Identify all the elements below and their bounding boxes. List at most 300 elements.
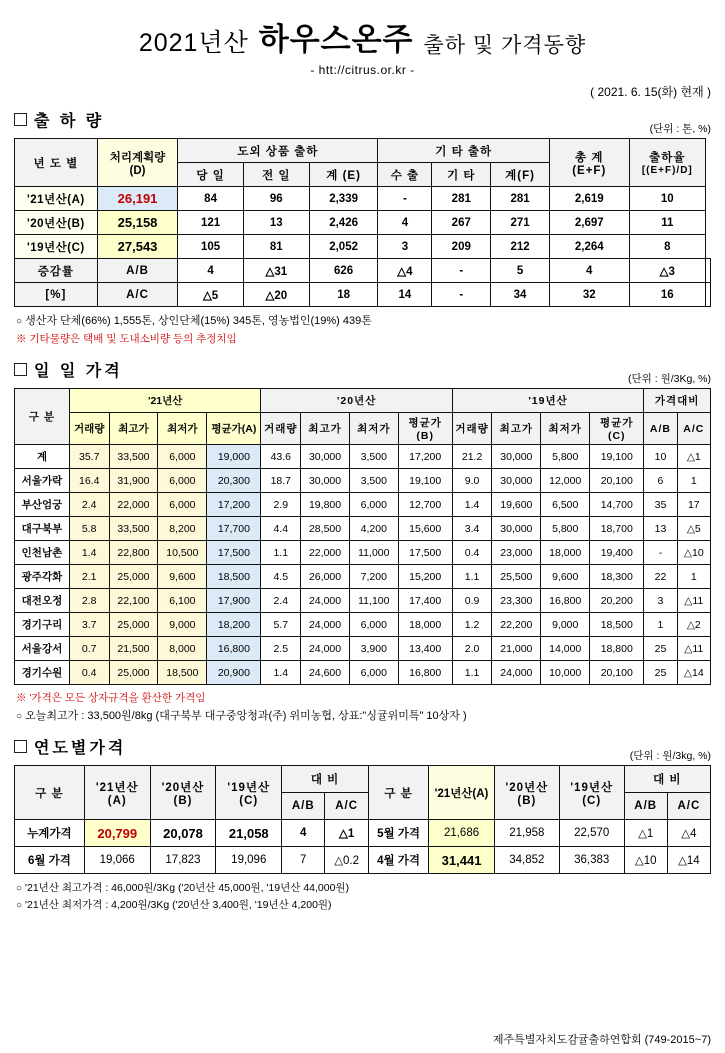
price-row-name: 부산엄궁 xyxy=(15,493,70,517)
square-bullet-icon xyxy=(14,740,27,753)
price-ac: 1 xyxy=(677,469,710,493)
cell-plan-21: 26,191 xyxy=(97,187,178,211)
price-avg-21: 17,500 xyxy=(207,541,261,565)
th-low-21: 최저가 xyxy=(158,413,207,445)
table-row xyxy=(15,211,711,235)
yearly-footnote-1-text: '21년산 최고가격 : 46,000원/3Kg ('20년산 45,000원, '19년산 44,000원) xyxy=(24,882,350,894)
shipment-unit-note: (단위 : 톤, %) xyxy=(649,123,711,135)
price-low-21: 8,000 xyxy=(158,637,207,661)
cell-prev-21: 96 xyxy=(243,187,309,211)
table-row xyxy=(15,661,711,685)
cell-etc-21: 281 xyxy=(432,187,491,211)
price-low-20: 6,000 xyxy=(349,493,398,517)
th-high-20: 최고가 xyxy=(301,413,350,445)
diff-sub-ab: A/B xyxy=(97,259,178,283)
price-ac: △11 xyxy=(677,637,710,661)
section-shipment-title: 출 하 량 xyxy=(34,113,105,130)
price-low-20: 3,500 xyxy=(349,469,398,493)
cell-export-20: 4 xyxy=(378,211,432,235)
th-ac: A/C xyxy=(677,413,710,445)
price-row-name: 대구북부 xyxy=(15,517,70,541)
yearly-ab-left: 7 xyxy=(282,847,325,874)
price-high-21: 31,900 xyxy=(109,469,158,493)
price-high-21: 22,000 xyxy=(109,493,158,517)
footer-organization: 제주특별자치도감귤출하연합회 (749-2015~7) xyxy=(492,1034,711,1046)
diff-plan-ab: 4 xyxy=(178,259,244,283)
price-deal-20: 18.7 xyxy=(261,469,301,493)
price-ac: △14 xyxy=(677,661,710,685)
shipment-note-2: ※ 기타물량은 택배 및 도내소비량 등의 추정치임 xyxy=(16,333,237,345)
price-deal-20: 43.6 xyxy=(261,445,301,469)
cell-export-19: 3 xyxy=(378,235,432,259)
price-high-20: 24,000 xyxy=(301,613,350,637)
th-avg-c: 평균가(C) xyxy=(590,413,644,445)
price-ab: 10 xyxy=(644,445,677,469)
price-low-20: 3,500 xyxy=(349,445,398,469)
daily-price-note-2 xyxy=(16,707,725,723)
th-avg-a: 평균가(A) xyxy=(207,413,261,445)
section-daily-price-title: 일 일 가격 xyxy=(34,363,123,380)
price-deal-20: 5.7 xyxy=(261,613,301,637)
th-today: 당 일 xyxy=(178,163,244,187)
price-deal-19: 0.4 xyxy=(452,541,492,565)
price-high-19: 30,000 xyxy=(492,469,541,493)
price-deal-20: 4.4 xyxy=(261,517,301,541)
th-high-19: 최고가 xyxy=(492,413,541,445)
th-y21-right: '21년산(A) xyxy=(429,766,495,820)
diff-sumf-ab: 4 xyxy=(549,259,629,283)
th-sum-f: 계(F) xyxy=(491,163,550,187)
th-year: 년 도 별 xyxy=(15,139,98,187)
table-row xyxy=(15,820,711,847)
price-ab: 22 xyxy=(644,565,677,589)
yearly-y20-right: 21,958 xyxy=(494,820,559,847)
daily-price-note-2-text: 오늘최고가 : 33,500원/8kg (대구북부 대구중앙청과(주) 위미농협, 상표:"싱귤위미특" 10상자 ) xyxy=(25,710,467,722)
th-other: 기 타 출하 xyxy=(378,139,549,163)
price-low-21: 6,000 xyxy=(158,469,207,493)
price-row-name: 광주각화 xyxy=(15,565,70,589)
price-high-20: 24,000 xyxy=(301,589,350,613)
price-low-19: 9,000 xyxy=(541,613,590,637)
price-high-21: 22,800 xyxy=(109,541,158,565)
price-avg-21: 19,000 xyxy=(207,445,261,469)
price-low-19: 12,000 xyxy=(541,469,590,493)
price-ab: 25 xyxy=(644,637,677,661)
price-deal-21: 0.7 xyxy=(69,637,109,661)
daily-price-table xyxy=(14,388,711,685)
price-ac: 1 xyxy=(677,565,710,589)
circle-bullet-icon: ○ xyxy=(16,899,23,911)
price-deal-20: 2.5 xyxy=(261,637,301,661)
price-ac: △11 xyxy=(677,589,710,613)
th-ac-left: A/C xyxy=(325,793,369,820)
th-sum-e: 계 (E) xyxy=(309,163,378,187)
price-avg-19: 18,500 xyxy=(590,613,644,637)
price-high-19: 22,200 xyxy=(492,613,541,637)
th-rate xyxy=(629,139,705,187)
price-deal-21: 16.4 xyxy=(69,469,109,493)
site-url: - htt://citrus.or.kr - xyxy=(310,63,415,77)
report-date: ( 2021. 6. 15(화) 현재 ) xyxy=(590,85,711,99)
yearly-y19-right: 36,383 xyxy=(559,847,624,874)
price-high-19: 30,000 xyxy=(492,445,541,469)
price-row-name: 서울가락 xyxy=(15,469,70,493)
yearly-footnotes xyxy=(16,880,725,913)
table-row xyxy=(15,235,711,259)
th-div-left: 구 분 xyxy=(15,766,85,820)
price-high-21: 25,000 xyxy=(109,661,158,685)
circle-bullet-icon: ○ xyxy=(16,711,23,722)
yearly-y20-right: 34,852 xyxy=(494,847,559,874)
title-sub: 출하 및 가격동향 xyxy=(423,34,587,57)
yearly-y21-left: 19,066 xyxy=(84,847,150,874)
price-ac: △10 xyxy=(677,541,710,565)
price-ab: 35 xyxy=(644,493,677,517)
table-row xyxy=(15,613,711,637)
table-header-row xyxy=(15,766,711,793)
title-main: 하우스온주 xyxy=(258,22,414,57)
price-high-20: 26,000 xyxy=(301,565,350,589)
price-avg-21: 16,800 xyxy=(207,637,261,661)
table-row xyxy=(15,445,711,469)
title-year: 2021년산 xyxy=(138,29,249,57)
price-deal-19: 3.4 xyxy=(452,517,492,541)
square-bullet-icon xyxy=(14,113,27,126)
yearly-row-name-left: 누계가격 xyxy=(15,820,85,847)
yearly-row-name-left: 6월 가격 xyxy=(15,847,85,874)
price-low-21: 6,000 xyxy=(158,445,207,469)
price-avg-20: 17,500 xyxy=(398,541,452,565)
price-avg-21: 20,900 xyxy=(207,661,261,685)
th-cmp-right: 대 비 xyxy=(624,766,710,793)
th-y20-left: '20년산(B) xyxy=(150,766,216,820)
price-high-21: 25,000 xyxy=(109,565,158,589)
yearly-footnote-2 xyxy=(16,897,725,914)
table-header-row-2 xyxy=(15,413,711,445)
table-row xyxy=(15,541,711,565)
price-high-21: 22,100 xyxy=(109,589,158,613)
price-low-20: 6,000 xyxy=(349,613,398,637)
price-deal-21: 5.8 xyxy=(69,517,109,541)
price-low-19: 5,800 xyxy=(541,517,590,541)
price-deal-20: 4.5 xyxy=(261,565,301,589)
table-row xyxy=(15,637,711,661)
yearly-row-name-right: 4월 가격 xyxy=(368,847,428,874)
price-deal-20: 1.4 xyxy=(261,661,301,685)
document-header xyxy=(0,0,725,100)
diff-plan-ac: △5 xyxy=(178,283,244,307)
price-high-20: 30,000 xyxy=(301,445,350,469)
cell-etc-19: 209 xyxy=(432,235,491,259)
price-low-21: 8,200 xyxy=(158,517,207,541)
table-row xyxy=(15,493,711,517)
diff-export-ac: - xyxy=(432,283,491,307)
yearly-y21-right: 31,441 xyxy=(429,847,495,874)
table-row xyxy=(15,847,711,874)
circle-bullet-icon: ○ xyxy=(16,316,23,327)
th-ab-right: A/B xyxy=(624,793,667,820)
cell-rate-21: 10 xyxy=(629,187,705,211)
yearly-footnote-1 xyxy=(16,880,725,897)
cell-sume-20: 2,426 xyxy=(309,211,378,235)
th-ab-left: A/B xyxy=(282,793,325,820)
price-deal-19: 21.2 xyxy=(452,445,492,469)
price-row-name: 경기수원 xyxy=(15,661,70,685)
th-div-right: 구 분 xyxy=(368,766,428,820)
price-deal-19: 1.2 xyxy=(452,613,492,637)
th-plan-l1: 처리계획량 xyxy=(109,151,166,164)
diff-today-ab: △31 xyxy=(243,259,309,283)
cell-total-20: 2,697 xyxy=(549,211,629,235)
row-label-20: '20년산(B) xyxy=(15,211,98,235)
price-avg-20: 13,400 xyxy=(398,637,452,661)
price-low-19: 6,500 xyxy=(541,493,590,517)
cell-today-21: 84 xyxy=(178,187,244,211)
table-row xyxy=(15,517,711,541)
th-rate-l1: 출하율 xyxy=(649,152,686,164)
daily-price-unit-note: (단위 : 원/3Kg, %) xyxy=(628,373,711,385)
th-export: 수 출 xyxy=(378,163,432,187)
price-row-name: 대전오정 xyxy=(15,589,70,613)
table-header-row xyxy=(15,389,711,413)
th-total xyxy=(549,139,629,187)
price-low-21: 6,100 xyxy=(158,589,207,613)
cell-rate-19: 8 xyxy=(629,235,705,259)
yearly-y20-left: 17,823 xyxy=(150,847,216,874)
cell-plan-20: 25,158 xyxy=(97,211,178,235)
th-deal-19: 거래량 xyxy=(452,413,492,445)
table-row-diff xyxy=(15,259,711,283)
yearly-ab-right: △1 xyxy=(624,820,667,847)
diff-rate-ab xyxy=(706,259,711,283)
price-deal-20: 2.9 xyxy=(261,493,301,517)
diff-unit: [%] xyxy=(15,283,98,307)
th-y21-left: '21년산(A) xyxy=(84,766,150,820)
row-label-19: '19년산(C) xyxy=(15,235,98,259)
price-low-21: 9,000 xyxy=(158,613,207,637)
th-y19-left: '19년산(C) xyxy=(216,766,282,820)
price-ab: 6 xyxy=(644,469,677,493)
price-high-21: 33,500 xyxy=(109,517,158,541)
price-deal-19: 0.9 xyxy=(452,589,492,613)
cell-sume-21: 2,339 xyxy=(309,187,378,211)
price-low-19: 10,000 xyxy=(541,661,590,685)
price-deal-21: 0.4 xyxy=(69,661,109,685)
price-ac: △2 xyxy=(677,613,710,637)
price-avg-19: 19,400 xyxy=(590,541,644,565)
section-yearly-price-title: 연도별가격 xyxy=(34,740,127,757)
th-y19: '19년산 xyxy=(452,389,644,413)
th-avg-b: 평균가(B) xyxy=(398,413,452,445)
th-deal-21: 거래량 xyxy=(69,413,109,445)
cell-today-20: 121 xyxy=(178,211,244,235)
price-low-20: 7,200 xyxy=(349,565,398,589)
price-avg-20: 15,600 xyxy=(398,517,452,541)
table-row xyxy=(15,565,711,589)
yearly-price-table xyxy=(14,765,711,874)
price-avg-21: 20,300 xyxy=(207,469,261,493)
price-deal-19: 9.0 xyxy=(452,469,492,493)
cell-etc-20: 267 xyxy=(432,211,491,235)
yearly-y19-left: 21,058 xyxy=(216,820,282,847)
price-low-19: 5,800 xyxy=(541,445,590,469)
price-high-21: 33,500 xyxy=(109,445,158,469)
price-low-20: 4,200 xyxy=(349,517,398,541)
price-high-21: 25,000 xyxy=(109,613,158,637)
price-avg-21: 17,900 xyxy=(207,589,261,613)
th-total-l1: 총 계 xyxy=(575,151,604,164)
daily-price-note-1: ※ '가격은 모든 상자규격을 환산한 가격임 xyxy=(16,692,206,704)
price-avg-20: 15,200 xyxy=(398,565,452,589)
diff-total-ac: 16 xyxy=(629,283,705,307)
price-deal-21: 2.8 xyxy=(69,589,109,613)
cell-plan-19: 27,543 xyxy=(97,235,178,259)
yearly-row-name-right: 5월 가격 xyxy=(368,820,428,847)
price-row-name: 계 xyxy=(15,445,70,469)
yearly-y19-left: 19,096 xyxy=(216,847,282,874)
cell-today-19: 105 xyxy=(178,235,244,259)
shipment-table xyxy=(14,138,711,307)
price-deal-21: 2.1 xyxy=(69,565,109,589)
price-low-20: 3,900 xyxy=(349,637,398,661)
yearly-y19-right: 22,570 xyxy=(559,820,624,847)
price-avg-21: 18,500 xyxy=(207,565,261,589)
price-deal-21: 3.7 xyxy=(69,613,109,637)
th-outside: 도외 상품 출하 xyxy=(178,139,378,163)
price-avg-19: 20,100 xyxy=(590,469,644,493)
diff-sume-ac: 14 xyxy=(378,283,432,307)
th-y21: '21년산 xyxy=(69,389,261,413)
price-avg-20: 12,700 xyxy=(398,493,452,517)
price-deal-19: 1.1 xyxy=(452,661,492,685)
cell-sumf-19: 212 xyxy=(491,235,550,259)
title-line xyxy=(0,14,725,59)
price-avg-19: 14,700 xyxy=(590,493,644,517)
price-low-20: 6,000 xyxy=(349,661,398,685)
th-ac-right: A/C xyxy=(667,793,710,820)
price-high-20: 28,500 xyxy=(301,517,350,541)
price-avg-19: 18,700 xyxy=(590,517,644,541)
price-low-21: 10,500 xyxy=(158,541,207,565)
price-avg-20: 19,100 xyxy=(398,469,452,493)
diff-etc-ac: 34 xyxy=(491,283,550,307)
th-div: 구 분 xyxy=(15,389,70,445)
th-plan xyxy=(97,139,178,187)
yearly-ac-left: △1 xyxy=(325,820,369,847)
shipment-note-1-text: 생산자 단체(66%) 1,555톤, 상인단체(15%) 345톤, 영농법인(19%) 439톤 xyxy=(25,315,372,327)
price-avg-20: 18,000 xyxy=(398,613,452,637)
price-deal-19: 1.1 xyxy=(452,565,492,589)
table-header-row xyxy=(15,139,711,163)
yearly-ac-left: △0.2 xyxy=(325,847,369,874)
table-row xyxy=(15,589,711,613)
price-deal-21: 1.4 xyxy=(69,541,109,565)
price-deal-21: 35.7 xyxy=(69,445,109,469)
diff-etc-ab: 5 xyxy=(491,259,550,283)
cell-prev-20: 13 xyxy=(243,211,309,235)
th-cmp-left: 대 비 xyxy=(282,766,369,793)
price-avg-21: 17,200 xyxy=(207,493,261,517)
price-deal-19: 1.4 xyxy=(452,493,492,517)
price-ac: △5 xyxy=(677,517,710,541)
price-high-20: 22,000 xyxy=(301,541,350,565)
cell-sumf-21: 281 xyxy=(491,187,550,211)
yearly-price-unit-note: (단위 : 원/3kg, %) xyxy=(629,750,711,762)
th-rate-l2: [(E+F)/D] xyxy=(641,165,693,176)
price-avg-20: 16,800 xyxy=(398,661,452,685)
diff-rate-ac xyxy=(706,283,711,307)
yearly-y21-left: 20,799 xyxy=(84,820,150,847)
price-low-21: 6,000 xyxy=(158,493,207,517)
price-high-19: 23,000 xyxy=(492,541,541,565)
price-ac: 17 xyxy=(677,493,710,517)
price-avg-19: 19,100 xyxy=(590,445,644,469)
price-ac: △1 xyxy=(677,445,710,469)
th-cmp: 가격대비 xyxy=(644,389,711,413)
yearly-ac-right: △14 xyxy=(667,847,710,874)
th-deal-20: 거래량 xyxy=(261,413,301,445)
price-deal-19: 2.0 xyxy=(452,637,492,661)
price-high-19: 25,500 xyxy=(492,565,541,589)
table-row xyxy=(15,187,711,211)
price-high-20: 30,000 xyxy=(301,469,350,493)
th-high-21: 최고가 xyxy=(109,413,158,445)
row-label-21: '21년산(A) xyxy=(15,187,98,211)
price-high-20: 24,600 xyxy=(301,661,350,685)
diff-sub-ac: A/C xyxy=(97,283,178,307)
th-etc: 기 타 xyxy=(432,163,491,187)
price-ab: 25 xyxy=(644,661,677,685)
th-total-l2: (E+F) xyxy=(572,164,607,177)
price-low-19: 18,000 xyxy=(541,541,590,565)
price-low-19: 16,800 xyxy=(541,589,590,613)
diff-export-ab: - xyxy=(432,259,491,283)
price-row-name: 경기구리 xyxy=(15,613,70,637)
price-avg-20: 17,400 xyxy=(398,589,452,613)
th-y19-right: '19년산(C) xyxy=(559,766,624,820)
cell-total-21: 2,619 xyxy=(549,187,629,211)
price-avg-19: 18,300 xyxy=(590,565,644,589)
diff-prev-ac: 18 xyxy=(309,283,378,307)
yearly-y20-left: 20,078 xyxy=(150,820,216,847)
th-prev: 전 일 xyxy=(243,163,309,187)
price-avg-20: 17,200 xyxy=(398,445,452,469)
price-low-20: 11,000 xyxy=(349,541,398,565)
price-low-21: 9,600 xyxy=(158,565,207,589)
price-deal-20: 2.4 xyxy=(261,589,301,613)
price-row-name: 인천남촌 xyxy=(15,541,70,565)
cell-sume-19: 2,052 xyxy=(309,235,378,259)
price-low-19: 14,000 xyxy=(541,637,590,661)
price-ab: 1 xyxy=(644,613,677,637)
price-avg-21: 17,700 xyxy=(207,517,261,541)
yearly-ac-right: △4 xyxy=(667,820,710,847)
th-ab: A/B xyxy=(644,413,677,445)
th-plan-l2: (D) xyxy=(129,164,146,177)
table-row xyxy=(15,469,711,493)
price-low-19: 9,600 xyxy=(541,565,590,589)
yearly-ab-right: △10 xyxy=(624,847,667,874)
shipment-note-1 xyxy=(16,312,725,328)
price-ab: 3 xyxy=(644,589,677,613)
price-high-19: 19,600 xyxy=(492,493,541,517)
cell-prev-19: 81 xyxy=(243,235,309,259)
price-high-21: 21,500 xyxy=(109,637,158,661)
cell-export-21: - xyxy=(378,187,432,211)
yearly-y21-right: 21,686 xyxy=(429,820,495,847)
price-high-19: 21,000 xyxy=(492,637,541,661)
price-high-19: 30,000 xyxy=(492,517,541,541)
